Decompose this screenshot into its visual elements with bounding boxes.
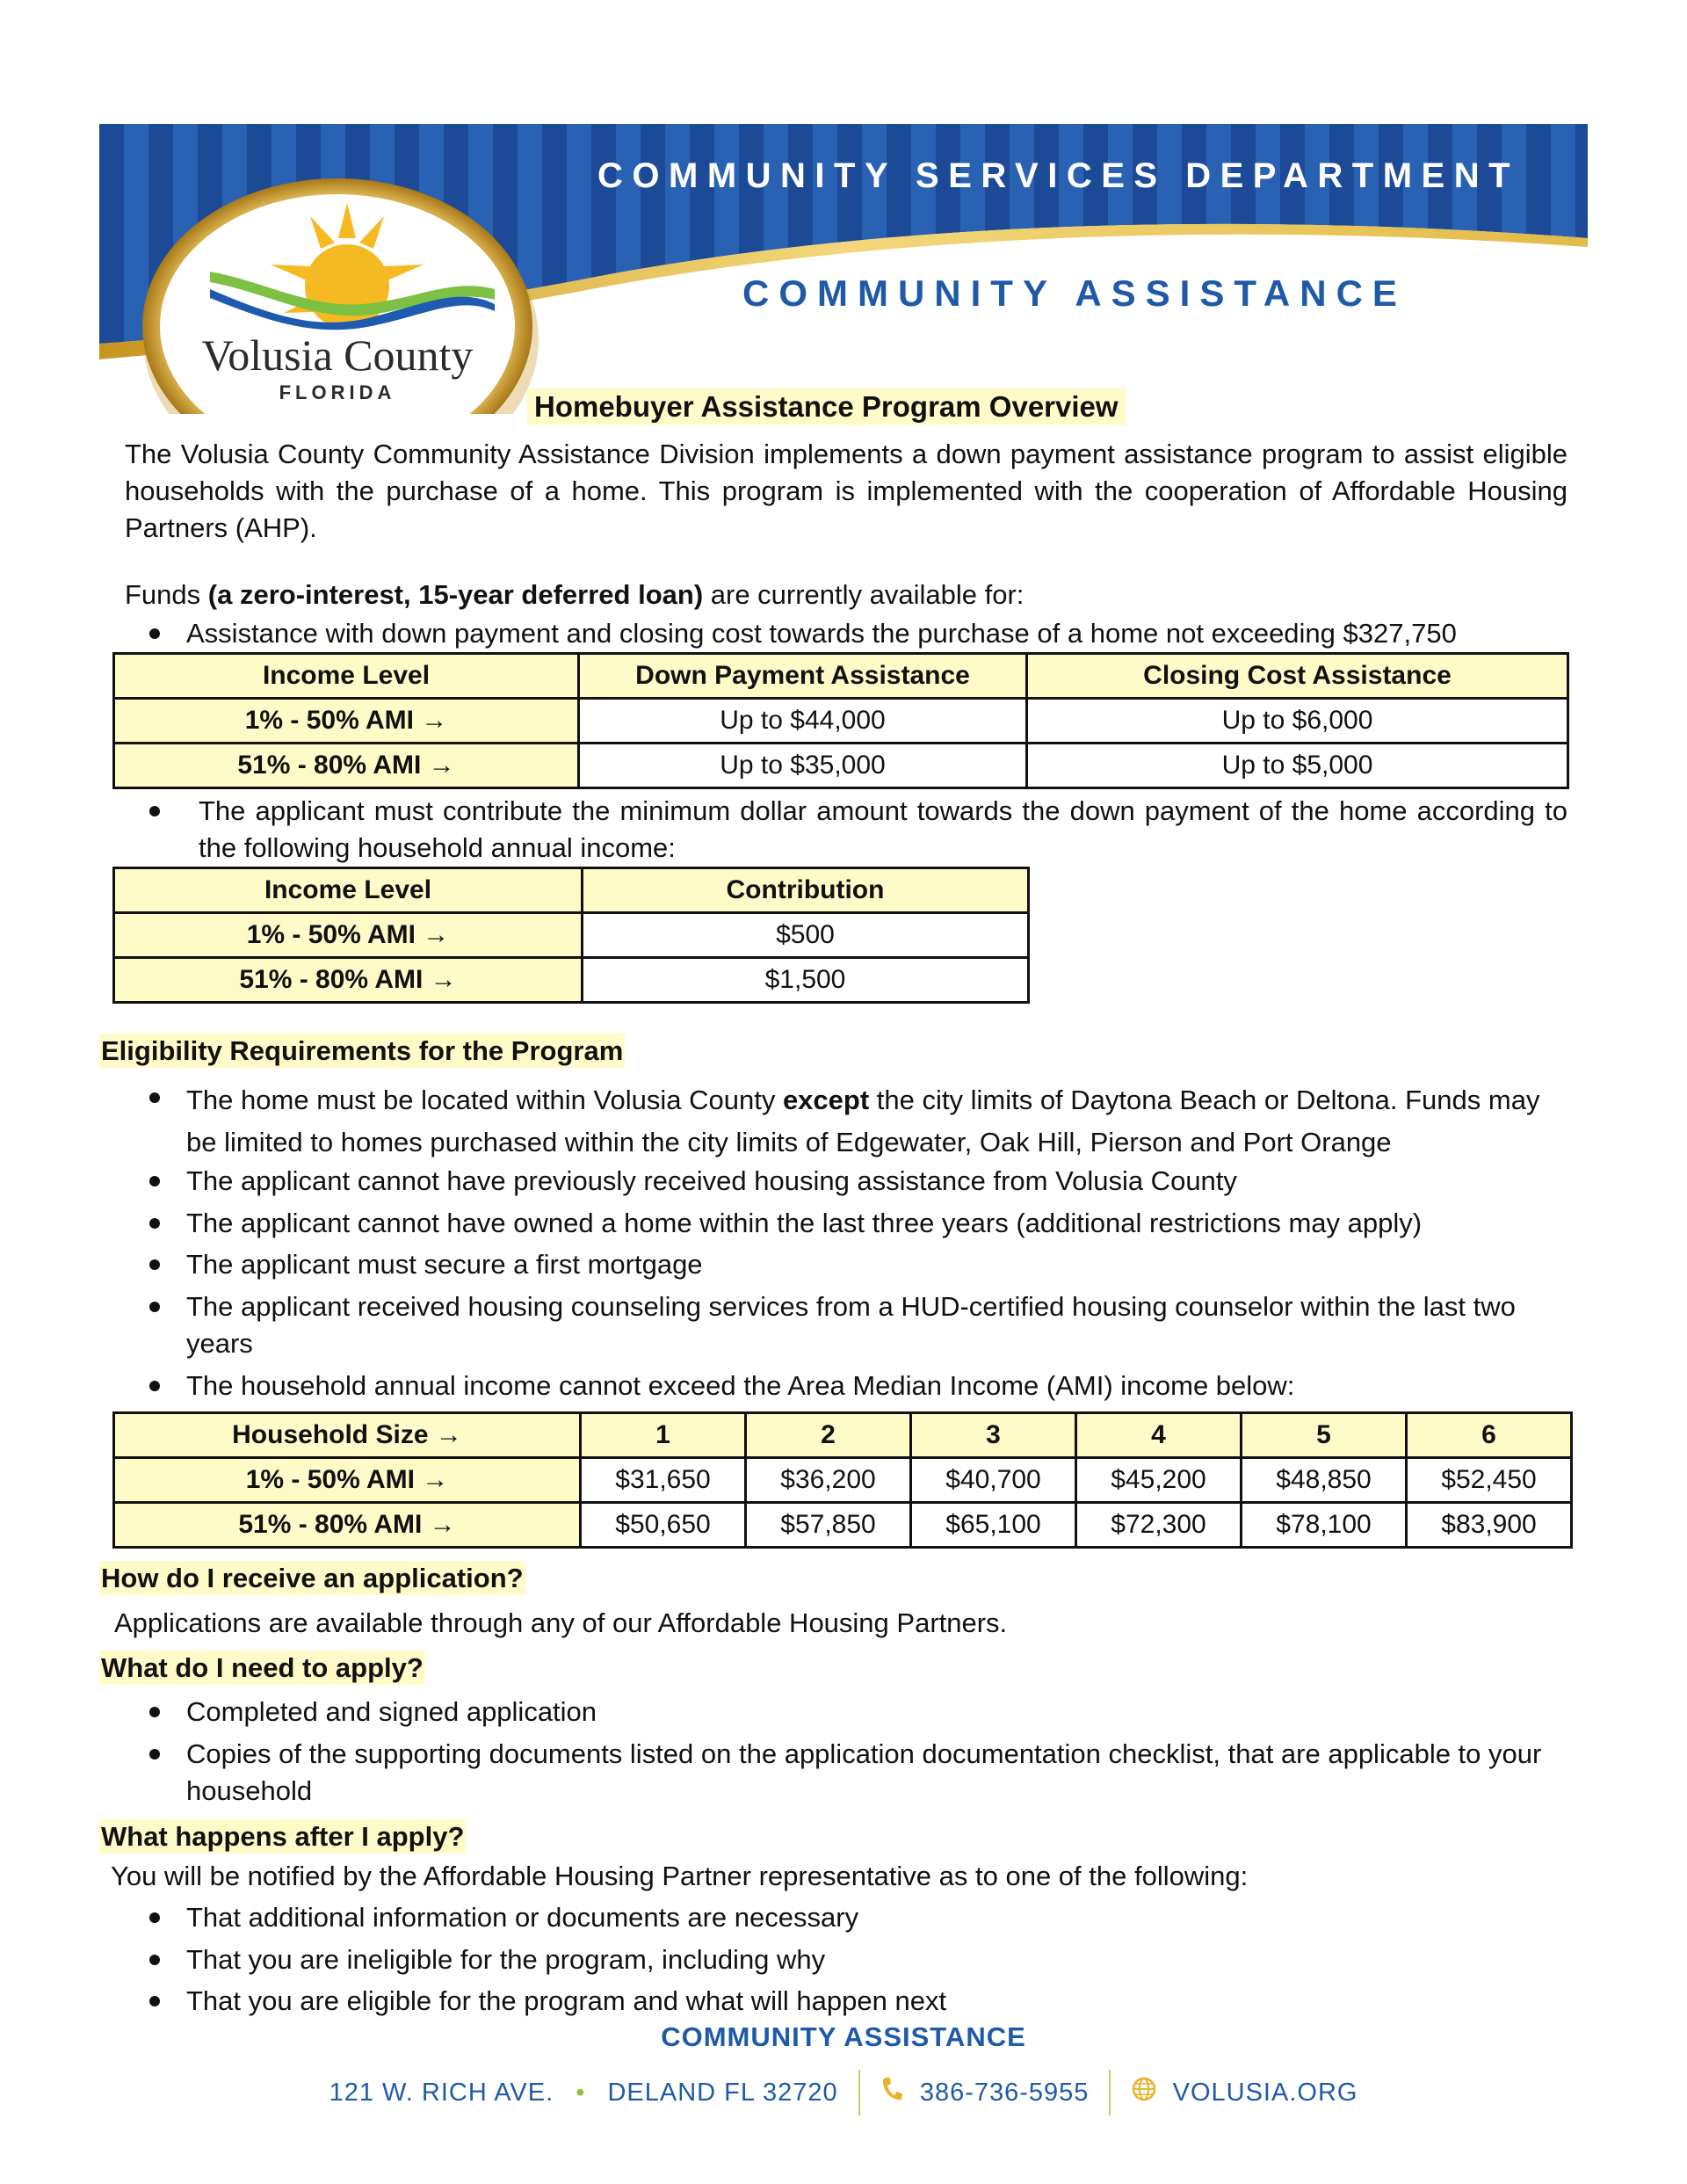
table-header-row: Income Level Down Payment Assistance Closing Cost Assistance xyxy=(114,654,1568,699)
faq-question-1: How do I receive an application? xyxy=(101,1563,524,1593)
page-title: Homebuyer Assistance Program Overview xyxy=(527,388,1126,425)
footer-title: COMMUNITY ASSISTANCE xyxy=(661,2021,1026,2052)
globe-icon xyxy=(1132,2077,1156,2108)
table-row: 1% - 50% AMI → Up to $44,000 Up to $6,000 xyxy=(114,699,1568,744)
table-row: 1% - 50% AMI → $500 xyxy=(114,913,1029,958)
faq-answer-3-intro: You will be notified by the Affordable Housing Partner representative as to one of the following: xyxy=(111,1861,1249,1891)
table-row: 51% - 80% AMI → $50,650 $57,850 $65,100 $72,300 $78,100 $83,900 xyxy=(114,1503,1572,1548)
department-title: COMMUNITY SERVICES DEPARTMENT xyxy=(597,156,1520,195)
bullet-icon xyxy=(149,1912,160,1923)
funds-loan-terms: (a zero-interest, 15-year deferred loan) xyxy=(207,579,704,610)
table-header-row: Income Level Contribution xyxy=(114,868,1029,913)
faq-answer-1: Applications are available through any of our Affordable Housing Partners. xyxy=(114,1607,1008,1638)
logo-state: FLORIDA xyxy=(279,381,396,403)
footer-website-link[interactable]: VOLUSIA.ORG xyxy=(1172,2078,1358,2107)
bullet-icon xyxy=(149,1092,160,1103)
bullet-icon xyxy=(149,1302,160,1312)
footer-contact xyxy=(0,2070,1687,2115)
bullet-icon xyxy=(149,1996,160,2006)
faq-question-2: What do I need to apply? xyxy=(101,1652,424,1683)
divider xyxy=(858,2070,860,2115)
table-row: 51% - 80% AMI → Up to $35,000 Up to $5,000 xyxy=(114,744,1568,788)
bullet-icon xyxy=(149,1749,160,1760)
division-title: COMMUNITY ASSISTANCE xyxy=(742,272,1407,314)
assistance-table xyxy=(112,652,1569,789)
footer-phone[interactable]: 386-736-5955 xyxy=(919,2078,1090,2107)
divider xyxy=(1109,2070,1111,2115)
faq-question-3: What happens after I apply? xyxy=(101,1821,465,1852)
table-row: 51% - 80% AMI → $1,500 xyxy=(114,958,1029,1003)
separator-dot-icon: • xyxy=(576,2078,586,2107)
phone-icon xyxy=(880,2076,903,2109)
bullet-icon xyxy=(149,1218,160,1229)
bullet-icon xyxy=(149,628,160,639)
bullet-icon xyxy=(149,1707,160,1717)
table-row: 1% - 50% AMI → $31,650 $36,200 $40,700 $45,200 $48,850 $52,450 xyxy=(114,1458,1572,1503)
bullet-icon xyxy=(149,1259,160,1270)
bullet-icon xyxy=(149,1176,160,1186)
bullet-icon xyxy=(149,1955,160,1965)
funds-line: Funds (a zero-interest, 15-year deferred loan) are currently available for: xyxy=(125,579,1025,610)
intro-paragraph: The Volusia County Community Assistance Division implements a down payment assistance program to assist eligible households with the purchase of a home. This program is implemented with the cooperation of Affordable Housing Partners (AHP). xyxy=(125,439,1568,543)
logo-county-name: Volusia County xyxy=(201,330,474,380)
bullet-icon xyxy=(149,1381,160,1391)
contribution-table xyxy=(112,867,1030,1004)
ami-income-table xyxy=(112,1411,1573,1549)
bullet-icon xyxy=(149,806,160,816)
eligibility-heading: Eligibility Requirements for the Program xyxy=(101,1035,624,1066)
footer-address-street: 121 W. RICH AVE. xyxy=(329,2078,554,2107)
table-header-row: Household Size → 1 2 3 4 5 6 xyxy=(114,1413,1572,1458)
footer-address-city: DELAND FL 32720 xyxy=(607,2078,838,2107)
